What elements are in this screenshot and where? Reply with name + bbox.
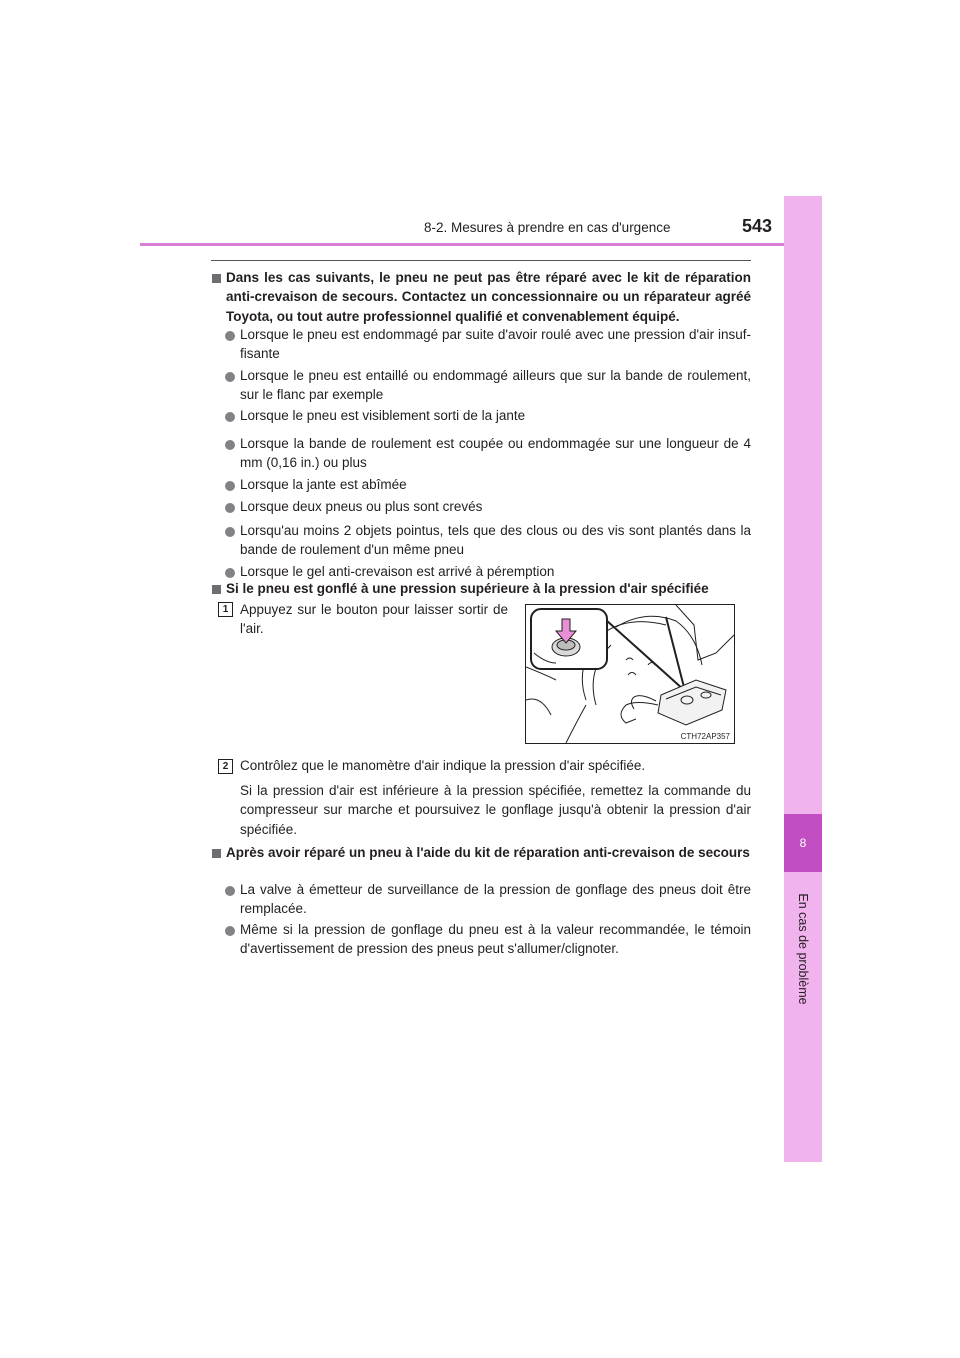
round-bullet-icon <box>225 503 235 513</box>
list-item: Lorsque le pneu est visiblement sorti de la jante <box>240 408 526 423</box>
chapter-label-text: En cas de problème <box>796 893 810 1005</box>
page-number: 543 <box>742 216 773 236</box>
round-bullet-icon <box>225 372 235 382</box>
section2-heading: Si le pneu est gonflé à une pression supérieure à la pression d'air spécifiée <box>226 581 709 596</box>
round-bullet-icon <box>225 886 235 896</box>
chapter-number: 8 <box>784 814 822 872</box>
round-bullet-icon <box>225 412 235 422</box>
square-bullet-icon <box>212 274 221 283</box>
figure-code: CTH72AP357 <box>680 732 730 741</box>
list-item: Lorsque le pneu est endommagé par suite d'avoir roulé avec une pression d'air insuf-fisante <box>240 327 751 362</box>
list-item: Même si la pression de gonflage du pneu est à la valeur recommandée, le témoin d'avertissement de pression des pneus peut s'allumer/clignoter. <box>240 922 751 957</box>
list-item: Lorsque le pneu est entaillé ou endommagé ailleurs que sur la bande de roulement, sur le flanc par exemple <box>240 368 751 403</box>
step2-text: Contrôlez que le manomètre d'air indique la pression d'air spécifiée. <box>240 758 646 773</box>
step2-note: Si la pression d'air est inférieure à la pression spécifiée, remettez la commande du compresseur sur marche et poursuivez le gonflage jusqu'à obtenir la pression d'air spécifiée. <box>240 783 751 837</box>
compressor-illustration <box>525 604 735 744</box>
chapter-label <box>784 884 822 1014</box>
list-item: Lorsqu'au moins 2 objets pointus, tels que des clous ou des vis sont plantés dans la bande de roulement d'un même pneu <box>240 523 751 558</box>
section3-heading: Après avoir réparé un pneu à l'aide du kit de réparation anti-crevaison de secours <box>226 845 750 860</box>
step1-text: Appuyez sur le bouton pour laisser sortir de l'air. <box>240 602 508 637</box>
list-item: Lorsque le gel anti-crevaison est arrivé à péremption <box>240 564 555 579</box>
section1-heading: Dans les cas suivants, le pneu ne peut pas être réparé avec le kit de réparation anti-crevaison de secours. Contactez un concessionnaire ou un réparateur agréé Toyota, ou tout autre professionnel qualifié et convenablement équipé. <box>226 270 751 324</box>
list-item: Lorsque la jante est abîmée <box>240 477 407 492</box>
square-bullet-icon <box>212 849 221 858</box>
round-bullet-icon <box>225 568 235 578</box>
step-number-badge: 2 <box>218 759 233 774</box>
square-bullet-icon <box>212 585 221 594</box>
chapter-side-tab <box>784 196 822 1162</box>
section-title: 8-2. Mesures à prendre en cas d'urgence <box>424 220 671 235</box>
list-item: Lorsque deux pneus ou plus sont crevés <box>240 499 483 514</box>
content-divider <box>211 260 751 261</box>
tire-repair-kit-drawing <box>526 605 734 743</box>
list-item: La valve à émetteur de surveillance de la pression de gonflage des pneus doit être remplacée. <box>240 882 751 917</box>
round-bullet-icon <box>225 481 235 491</box>
step-number-badge: 1 <box>218 602 233 617</box>
list-item: Lorsque la bande de roulement est coupée ou endommagée sur une longueur de 4 mm (0,16 in.) ou plus <box>240 436 751 471</box>
round-bullet-icon <box>225 926 235 936</box>
header-rule <box>140 243 822 246</box>
round-bullet-icon <box>225 440 235 450</box>
round-bullet-icon <box>225 331 235 341</box>
round-bullet-icon <box>225 527 235 537</box>
